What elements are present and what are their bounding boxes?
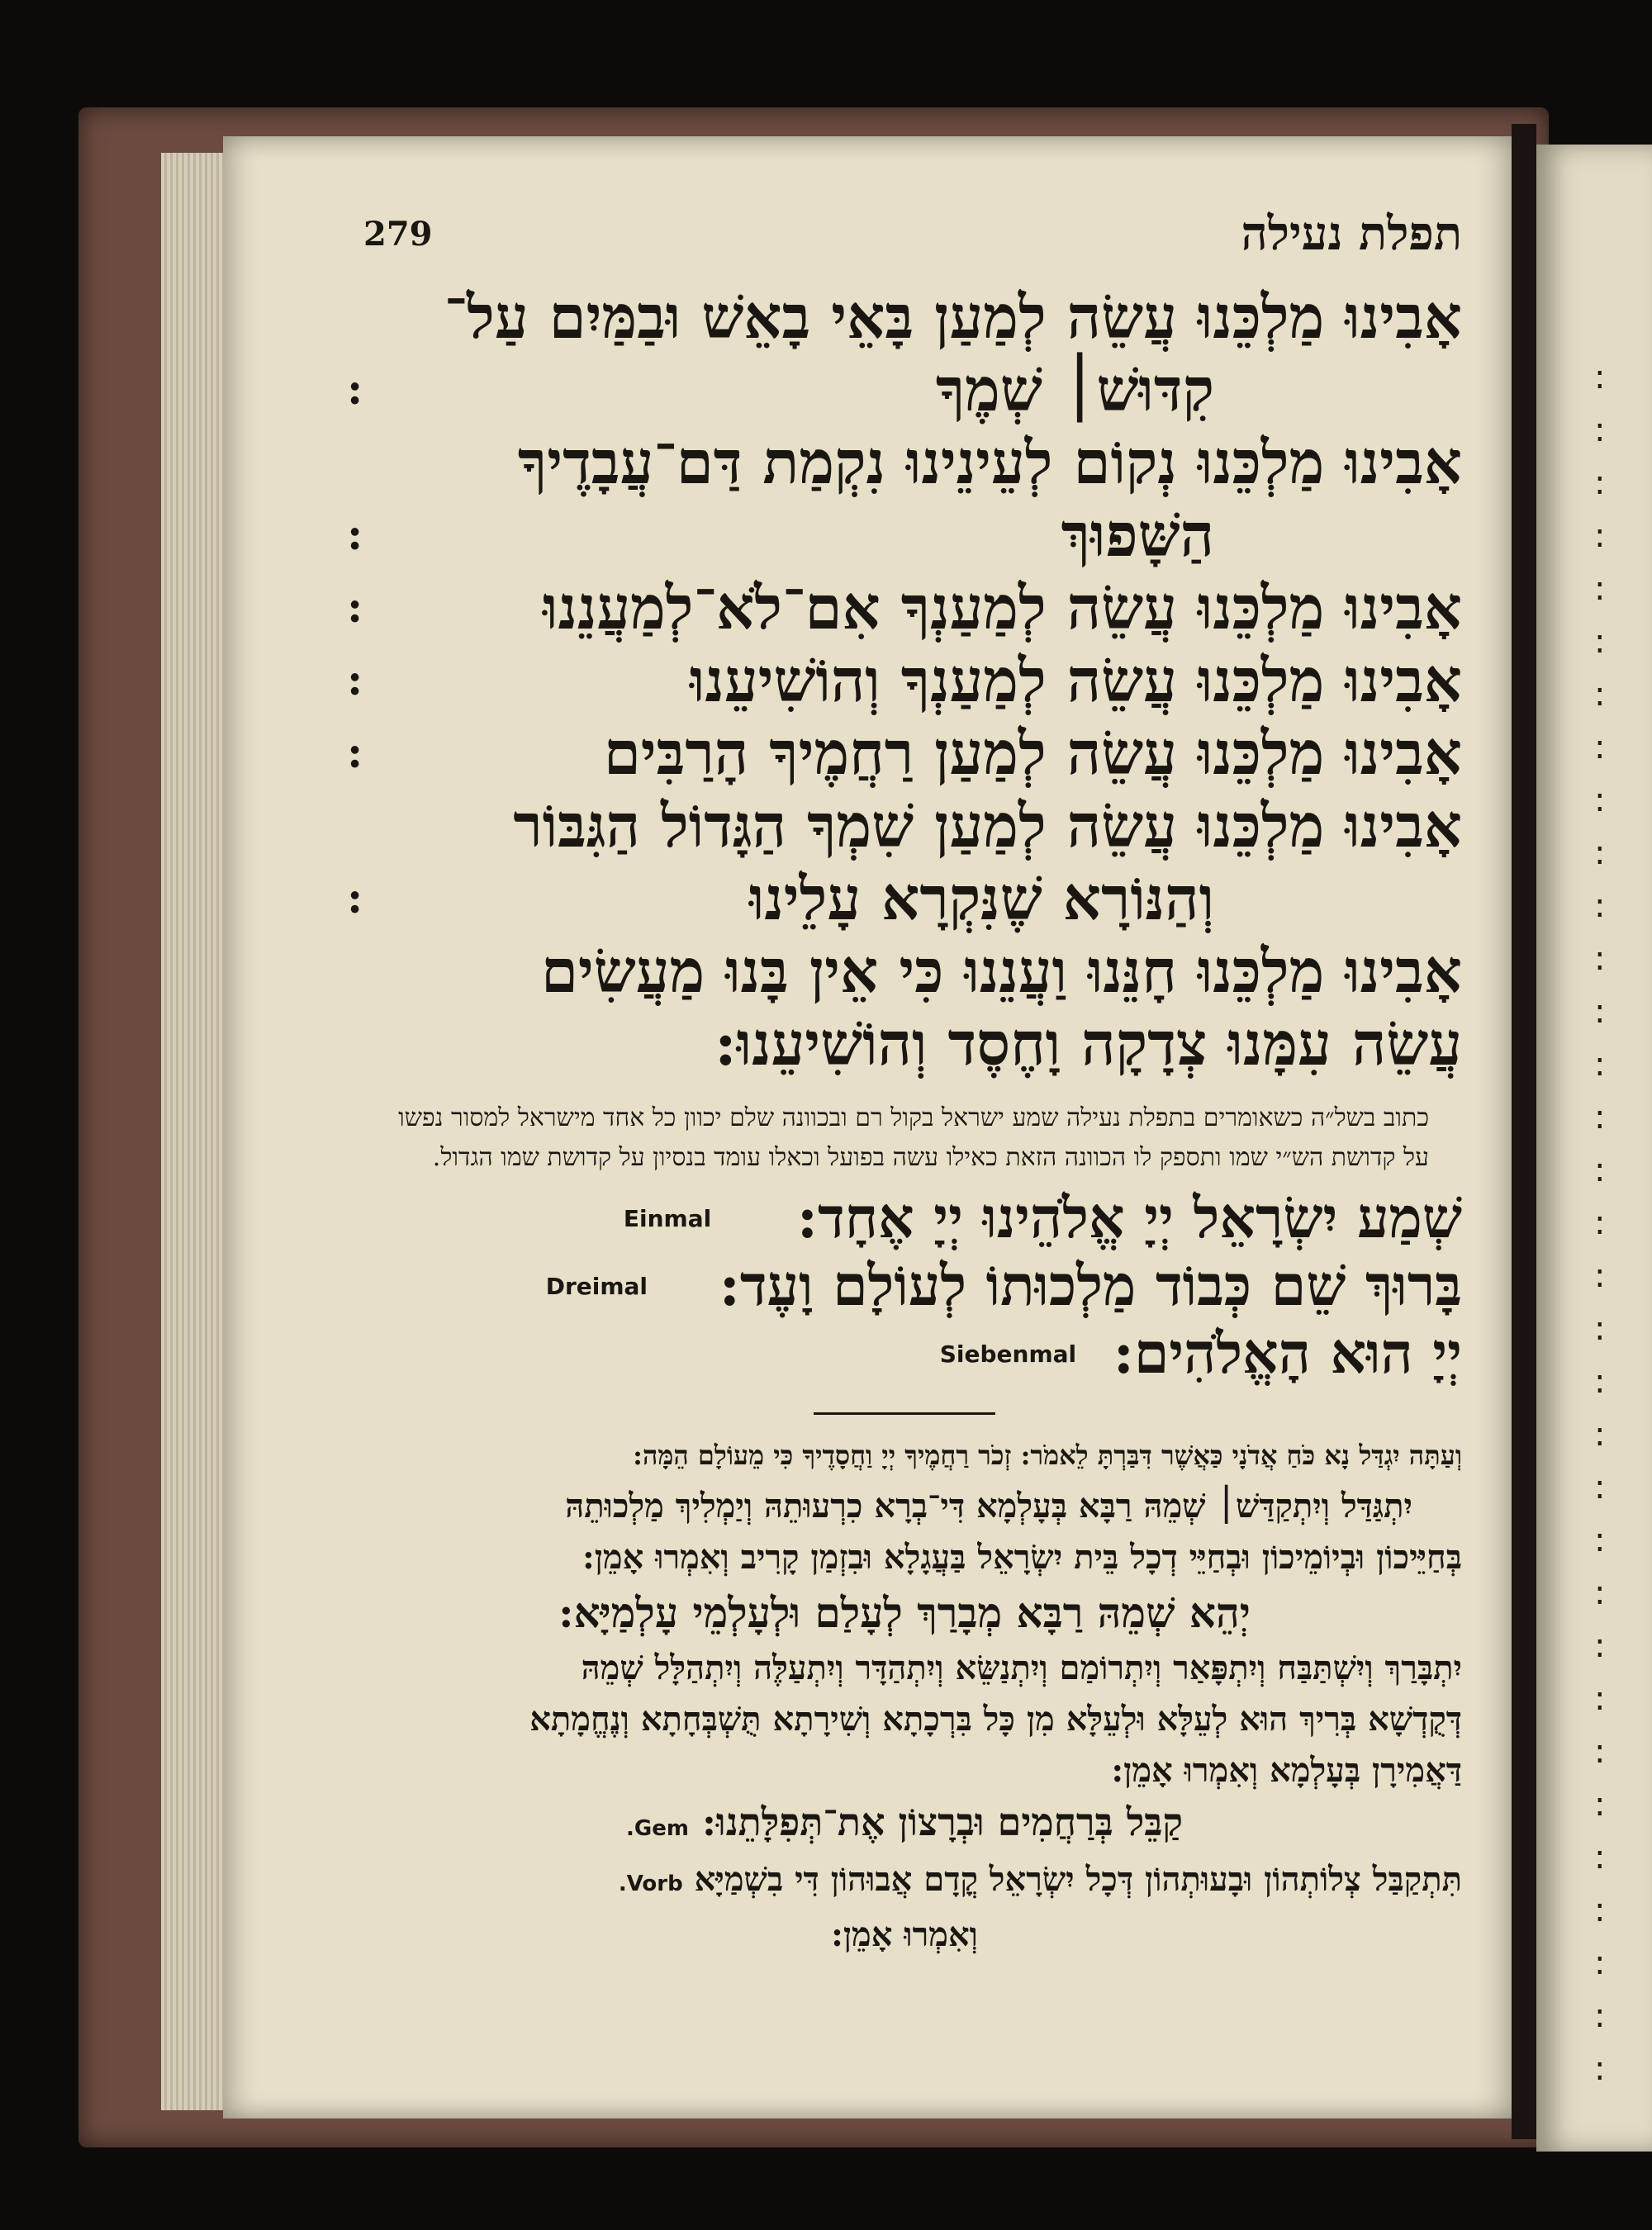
avinu-text: אָבִינוּ מַלְכֵּנוּ עֲשֵׂה לְמַעַן רַחֲמֶיךָ הָרַבִּים bbox=[603, 718, 1462, 788]
page-title: תפלת נעילה bbox=[1241, 206, 1462, 261]
shema-text: שְׁמַע יִשְׂרָאֵל יְיָ אֱלֹהֵינוּ יְיָ אֶחָד: bbox=[796, 1185, 1462, 1251]
avinu-line bbox=[347, 281, 1462, 353]
avinu-malkenu-block bbox=[347, 281, 1462, 1080]
baruch-shem-line bbox=[347, 1252, 1462, 1320]
kaddish-block bbox=[347, 1430, 1462, 1961]
avinu-text: אָבִינוּ מַלְכֵּנוּ עֲשֵׂה לְמַעַנְךָ אִם־לֹא־לְמַעֲנֵנוּ bbox=[543, 572, 1462, 643]
hashem-hu-text: יְיָ הוּא הָאֱלֹהִים: bbox=[1113, 1321, 1462, 1387]
verse-end-mark: : bbox=[347, 873, 363, 923]
avinu-line bbox=[347, 644, 1462, 717]
avinu-continuation bbox=[347, 862, 1462, 935]
facing-page bbox=[1536, 145, 1652, 2152]
repeat-label-three: Dreimal bbox=[545, 1272, 648, 1300]
kaddish-line: יִתְגַּדַּל וְיִתְקַדַּשׁ׀ שְׁמֵהּ רַבָּא בְּעָלְמָא דִּי־בְרָא כִרְעוּתֵהּ וְיַמְלִיךְ מַלְכוּתֵהּ bbox=[565, 1487, 1412, 1525]
page-number: 279 bbox=[363, 215, 433, 254]
leader-label: Vorb. bbox=[618, 1872, 683, 1896]
shema-line bbox=[347, 1184, 1462, 1252]
instruction-note: כתוב בשל״ה כשאומרים בתפלת נעילה שמע ישראל בקול רם ובכוונה שלם יכוון כל אחד מישראל למסור נפשו על קדושת הש״י שמו ותספק לו הכוונה הזאת כאילו עשה בפועל וכאלו עומד בנסיון על קדושת שמו הגדול. bbox=[398, 1103, 1429, 1172]
repeat-label-seven: Siebenmal bbox=[939, 1340, 1077, 1368]
verse-end-mark: : bbox=[347, 510, 363, 560]
page-content bbox=[347, 206, 1462, 2106]
section-divider bbox=[814, 1412, 995, 1415]
avinu-text: אָבִינוּ מַלְכֵּנוּ עֲשֵׂה לְמַעַן שִׁמְךָ הַגָּדוֹל הַגִּבּוֹר bbox=[513, 790, 1462, 861]
kaddish-response: יְהֵא שְׁמֵהּ רַבָּא מְבָרַךְ לְעָלַם וּלְעָלְמֵי עָלְמַיָּא: bbox=[558, 1588, 1251, 1637]
avinu-line bbox=[347, 935, 1462, 1008]
avinu-line bbox=[347, 717, 1462, 790]
running-header bbox=[347, 206, 1462, 281]
repeat-label-once: Einmal bbox=[623, 1204, 712, 1232]
avinu-text: אָבִינוּ מַלְכֵּנוּ נְקוֹם לְעֵינֵינוּ נִקְמַת דַּם־עֲבָדֶיךָ bbox=[517, 427, 1462, 497]
avinu-text: וְהַנּוֹרָא שֶׁנִּקְרָא עָלֵינוּ bbox=[748, 863, 1214, 933]
avinu-text: אָבִינוּ מַלְכֵּנוּ עֲשֵׂה לְמַעַן בָּאֵי בָאֵשׁ וּבַמַּיִם עַל־ bbox=[444, 282, 1462, 352]
kaddish-line: דְּקֻדְשָׁא בְּרִיךְ הוּא לְעֵלָּא וּלְעֵלָּא מִן כָּל בִּרְכָתָא וְשִׁירָתָא תֻּשְׁבְּחָתָא וְנֶחֱמָתָא bbox=[529, 1700, 1462, 1739]
verse-end-mark: : bbox=[347, 364, 363, 415]
kaddish-verse: וְעַתָּה יִגְדַּל נָא כֹּחַ אֲדֹנָי כַּאֲשֶׁר דִּבַּרְתָּ לֵאמֹר: זְכֹר רַחֲמֶיךָ יְיָ וַחֲסָדֶיךָ כִּי מֵעוֹלָם הֵמָּה: bbox=[633, 1440, 1462, 1471]
avinu-continuation bbox=[347, 353, 1462, 426]
avinu-line bbox=[347, 790, 1462, 862]
avinu-text: אָבִינוּ מַלְכֵּנוּ עֲשֵׂה לְמַעַנְךָ וְהוֹשִׁיעֵנוּ bbox=[689, 645, 1462, 715]
hashem-hu-line bbox=[347, 1320, 1462, 1388]
congregation-label: Gem. bbox=[625, 1816, 689, 1841]
kaddish-line: דַּאֲמִירָן בְּעָלְמָא וְאִמְרוּ אָמֵן: bbox=[1111, 1751, 1462, 1790]
avinu-continuation bbox=[347, 499, 1462, 572]
kaddish-line: יִתְבָּרַךְ וְיִשְׁתַּבַּח וְיִתְפָּאַר וְיִתְרוֹמַם וְיִתְנַשֵּׂא וְיִתְהַדָּר וְיִתְעַלֶּה וְיִתְהַלָּל שְׁמֵהּ bbox=[581, 1649, 1462, 1687]
verse-end-mark: : bbox=[347, 582, 363, 633]
avinu-text: עֲשֵׂה עִמָּנוּ צְדָקָה וָחֶסֶד וְהוֹשִׁיעֵנוּ: bbox=[714, 1008, 1462, 1079]
titkabal-text: תִּתְקַבַּל צְלוֹתְהוֹן וּבָעוּתְהוֹן דְּכָל יִשְׂרָאֵל קֳדָם אֲבוּהוֹן דִּי בִשְׁמַיָּא bbox=[694, 1860, 1462, 1899]
kabel-text: קַבֵּל בְּרַחֲמִים וּבְרָצוֹן אֶת־תְּפִלָּתֵנוּ: bbox=[701, 1800, 1184, 1844]
avinu-line bbox=[347, 426, 1462, 499]
baruch-shem-text: בָּרוּךְ שֵׁם כְּבוֹד מַלְכוּתוֹ לְעוֹלָם וָעֶד: bbox=[719, 1253, 1462, 1319]
titkabal-line bbox=[347, 1854, 1462, 1910]
kabel-line bbox=[347, 1796, 1462, 1854]
verse-end-mark: : bbox=[347, 728, 363, 778]
avinu-text: קִדּוּשׁ׀ שְׁמֶךָ bbox=[935, 354, 1214, 425]
verse-end-mark: : bbox=[347, 655, 363, 705]
book-gutter bbox=[1512, 124, 1536, 2139]
avinu-line bbox=[347, 572, 1462, 644]
avinu-text: הַשָּׁפוּךְ bbox=[1061, 500, 1214, 570]
titkabal-end: וְאִמְרוּ אָמֵן: bbox=[831, 1915, 978, 1954]
avinu-text: אָבִינוּ מַלְכֵּנוּ חָנֵּנוּ וַעֲנֵנוּ כִּי אֵין בָּנוּ מַעֲשִׂים bbox=[540, 936, 1462, 1006]
avinu-line-final bbox=[347, 1008, 1462, 1080]
facing-page-marks: : : : : : : : : : : : : : : : : : : : : : : : : : : : : : : : : : bbox=[1594, 358, 1606, 2088]
kaddish-line: בְּחַיֵּיכוֹן וּבְיוֹמֵיכוֹן וּבְחַיֵּי דְכָל בֵּית יִשְׂרָאֵל בַּעֲגָלָא וּבִזְמַן קָרִיב וְאִמְרוּ אָמֵן: bbox=[582, 1538, 1462, 1577]
